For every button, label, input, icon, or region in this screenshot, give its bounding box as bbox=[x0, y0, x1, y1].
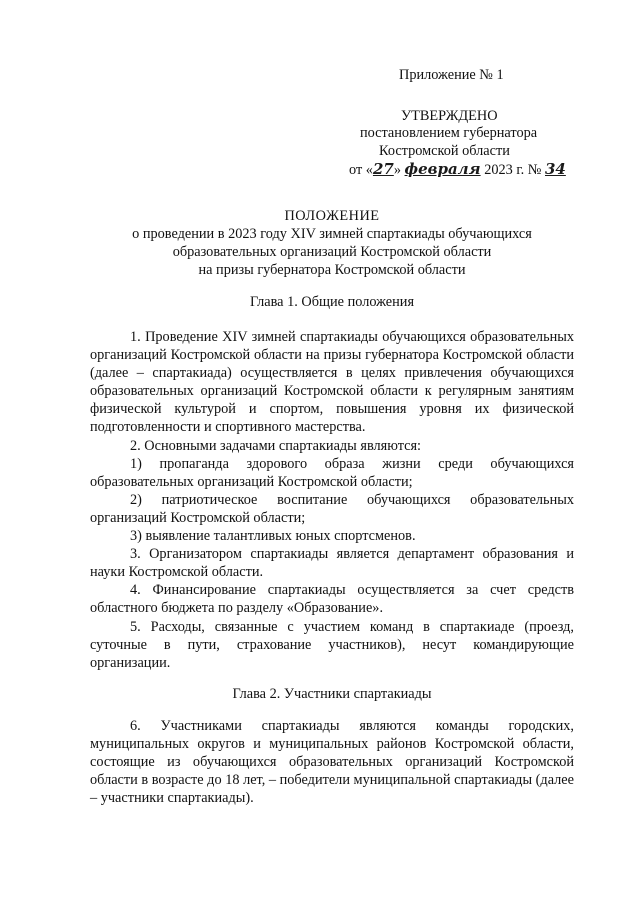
decree-reference: постановлением губернатора bbox=[360, 125, 538, 141]
chapter-2-body bbox=[90, 717, 574, 807]
handwritten-month: февраля bbox=[404, 160, 481, 178]
paragraph-4: 4. Финансирование спартакиады осуществляется за счет средств областного бюджета по разделу «Образование». bbox=[90, 582, 574, 617]
chapter-2-heading: Глава 2. Участники спартакиады bbox=[232, 686, 432, 702]
appendix-label: Приложение № 1 bbox=[399, 67, 504, 83]
document-title bbox=[90, 207, 574, 279]
title-line-2: образовательных организаций Костромской области bbox=[172, 244, 492, 260]
chapter-1-heading: Глава 1. Общие положения bbox=[249, 294, 415, 310]
decree-date-line bbox=[349, 160, 566, 180]
date-prefix: от « bbox=[349, 162, 373, 178]
chapter-1-body bbox=[90, 328, 574, 672]
approved-stamp-text: УТВЕРЖДЕНО bbox=[401, 108, 498, 124]
region-name: Костромской области bbox=[379, 143, 510, 159]
handwritten-day: 27 bbox=[372, 160, 394, 178]
handwritten-decree-number: 34 bbox=[544, 160, 566, 178]
title-main: ПОЛОЖЕНИЕ bbox=[284, 208, 380, 224]
paragraph-2-item-1: 1) пропаганда здорового образа жизни среди обучающихся образовательных организаций Костромской области; bbox=[90, 455, 574, 490]
date-mid: » bbox=[393, 162, 401, 178]
title-line-3: на призы губернатора Костромской области bbox=[198, 262, 466, 278]
paragraph-5: 5. Расходы, связанные с участием команд в спартакиаде (проезд, суточные в пути, страхование участников), несут командирующие организации. bbox=[90, 618, 574, 671]
paragraph-1: 1. Проведение XIV зимней спартакиады обучающихся образовательных организаций Костромской области на призы губернатора Костромской области (далее – спартакиада) осуществляется в целях привлечения обучающихся образовательных организаций Костромской области к регулярным занятиям физической культурой и спортом, повышения уровня их физической подготовленности и спортивного мастерства. bbox=[90, 329, 574, 436]
paragraph-2-item-3: 3) выявление талантливых юных спортсменов. bbox=[130, 528, 416, 545]
paragraph-2-item-2: 2) патриотическое воспитание обучающихся образовательных организаций Костромской области; bbox=[90, 491, 574, 526]
paragraph-2: 2. Основными задачами спартакиады являются: bbox=[130, 437, 422, 454]
paragraph-6: 6. Участниками спартакиады являются команды городских, муниципальных округов и муниципальных районов Костромской области, состоящие из обучающихся образовательных организаций Костромской области в возрасте до 18 лет, – победители муниципальной спартакиады (далее – участники спартакиады). bbox=[90, 718, 574, 807]
date-year: 2023 г. № bbox=[484, 162, 542, 178]
paragraph-3: 3. Организатором спартакиады является департамент образования и науки Костромской области. bbox=[90, 546, 574, 581]
title-line-1: о проведении в 2023 году XIV зимней спартакиады обучающихся bbox=[132, 226, 532, 242]
